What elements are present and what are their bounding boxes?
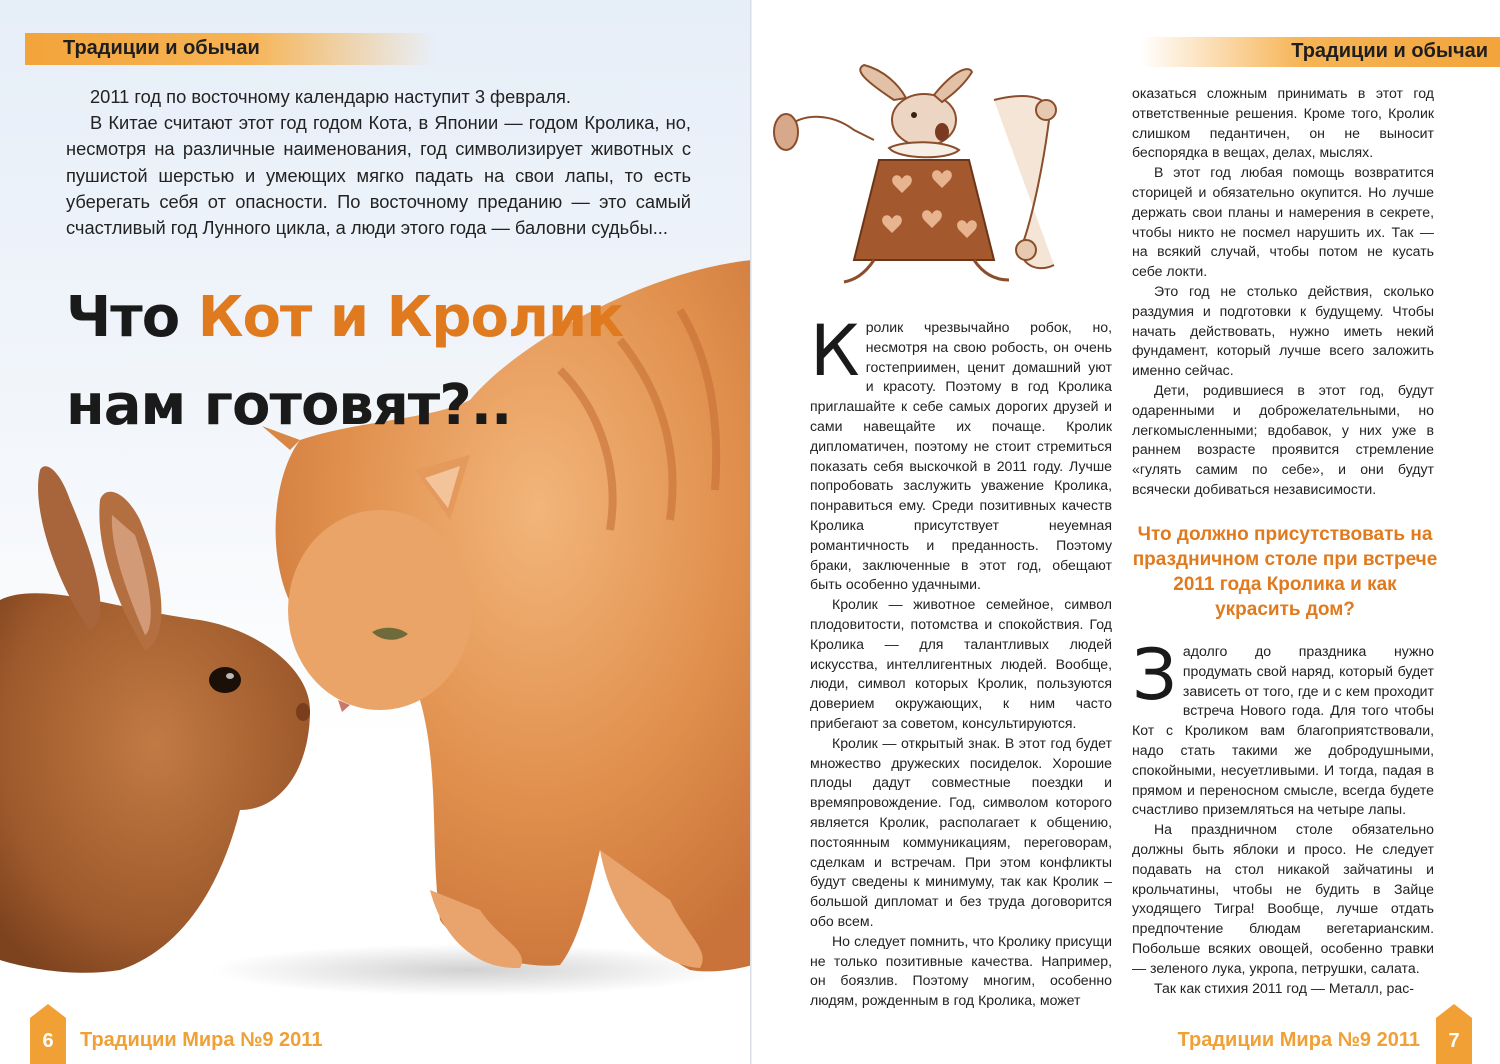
- right-page: [752, 0, 1500, 1064]
- intro-text: [66, 84, 691, 241]
- subheading: Что должно присутствовать на праздничном столе при встрече 2011 года Кролика и как украсить дом?: [1132, 524, 1438, 620]
- paragraph: Кролик — животное семейное, символ плодовитости, потомства и спокойствия. Год Кролика — для талантливых людей искусства, интеллигентных людей. Вообще, люди, символ которых Кролик, пользуются доверием окружающих, к ним часто прибегают за советом, консультируются.: [810, 596, 1112, 731]
- section-title-left: Традиции и обычаи: [63, 37, 260, 59]
- section-header-left: [25, 33, 435, 65]
- paragraph: Так как стихия 2011 год — Металл, рас-: [1154, 979, 1414, 996]
- paragraph: Кролик — открытый знак. В этот год будет множество дружеских посиделок. Хорошие плоды дадут совместные поездки и времяпровождение. Год, символом которого является Кролик, располагает к общению, постоянным коммуникациям, переговорам, сделкам и встречам. При этом конфликты будут сведены к минимуму, так как Кролик – большой дипломат и без труда договорится обо всем.: [810, 734, 1112, 929]
- headline-accent: Кот и Кролик: [197, 285, 624, 350]
- text-column-2-lower: [1132, 634, 1434, 998]
- drop-cap: К: [810, 310, 860, 392]
- paragraph: В этот год любая помощь возвратится сторицей и обязательно окупится. Но лучше держать свои планы и намерения в секрете, чтобы никто не посмел нарушить их. Так — на всякий случай, чтобы потом не кусать себе локти.: [1132, 164, 1434, 280]
- section-title-right: Традиции и обычаи: [1291, 40, 1488, 62]
- footer-left: [0, 1004, 750, 1064]
- paragraph: [1132, 634, 1434, 820]
- drop-cap: З: [1132, 634, 1177, 716]
- intro-paragraph: 2011 год по восточному календарю наступит 3 февраля.: [90, 86, 571, 107]
- intro-paragraph: В Китае считают этот год годом Кота, в Японии — годом Кролика, но, несмотря на различные наименования, год символизирует животных с пушистой шерстью и умеющих мягко падать на свои лапы, то есть уберегать себя от опасности. По восточному преданию — это самый счастливый год Лунного цикла, а люди этого года — баловни судьбы...: [66, 112, 691, 239]
- section-header-right: [1140, 37, 1500, 67]
- headline-post: нам готовят?..: [66, 373, 512, 438]
- paragraph: На праздничном столе обязательно должны быть яблоки и просо. Не следует подавать на стол никакой зайчатины и крольчатины, чтобы не будить в Зайце уходящего Тигра! Вообще, лучше отдать предпочтение блюдам вегетарианским. Побольше всяких овощей, особенно травки — зеленого лука, укропа, петрушки, салата.: [1132, 821, 1434, 976]
- headline-pre: Что: [66, 285, 198, 350]
- text-column-1: [810, 310, 1112, 1011]
- paragraph: Дети, родившиеся в этот год, будут одаренными и доброжелательными, но легкомысленными; вдобавок, у них уже в раннем возрасте проявится стремление «гулять самим по себе», и они будут всячески добиваться независимости.: [1132, 381, 1434, 497]
- paragraph: оказаться сложным принимать в этот год ответственные решения. Кроме того, Кролик слишком педантичен, он не выносит беспорядка в вещах, делах, мыслях.: [1132, 85, 1434, 161]
- main-headline: [66, 274, 726, 450]
- text-column-2: [1132, 84, 1434, 500]
- page-number-left: 6: [30, 1018, 66, 1064]
- magazine-name-left: Традиции Мира №9 2011: [80, 1029, 323, 1051]
- page-number-right: 7: [1436, 1018, 1472, 1064]
- paragraph-text: адолго до праздника нужно продумать свой наряд, который будет зависеть от того, где и с кем проходит встреча Нового года. Для того чтобы Кот с Кроликом вам благоприятствовали, надо стать такими же добродушными, спокойными, несуетливыми. И тогда, падая в прямом и переносном смысле, всегда будете счастливо приземляться на четыре лапы.: [1132, 643, 1434, 818]
- magazine-name-right: Традиции Мира №9 2011: [1177, 1029, 1420, 1051]
- paragraph: Но следует помнить, что Кролику присущи не только позитивные качества. Например, он боязлив. Поэтому многим, особенно людям, рожденным в год Кролика, может: [810, 932, 1112, 1009]
- paragraph: [810, 310, 1112, 595]
- rabbit-herald-illustration: [764, 60, 1114, 290]
- paragraph-text: ролик чрезвычайно робок, но, несмотря на свою робость, он очень гостеприимен, ценит домашний уют и красоту. Поэтому в год Кролика приглашайте к себе самых дорогих друзей и сами навещайте их почаще. Кролик дипломатичен, поэтому не стоит стремиться показать себя выскочкой в 2011 году. Лучше попробовать заслужить уважение Кролика, понравиться ему. Среди позитивных качеств Кролика присутствует неуемная романтичность и преданность. Поэтому браки, заключенные в этот год, обещают быть особенно удачными.: [810, 319, 1112, 593]
- paragraph: Это год не столько действия, сколько раздумия и подготовки к будущему. Чтобы начать действовать, нужно иметь некий фундамент, который лучше всего заложить именно сейчас.: [1132, 282, 1434, 379]
